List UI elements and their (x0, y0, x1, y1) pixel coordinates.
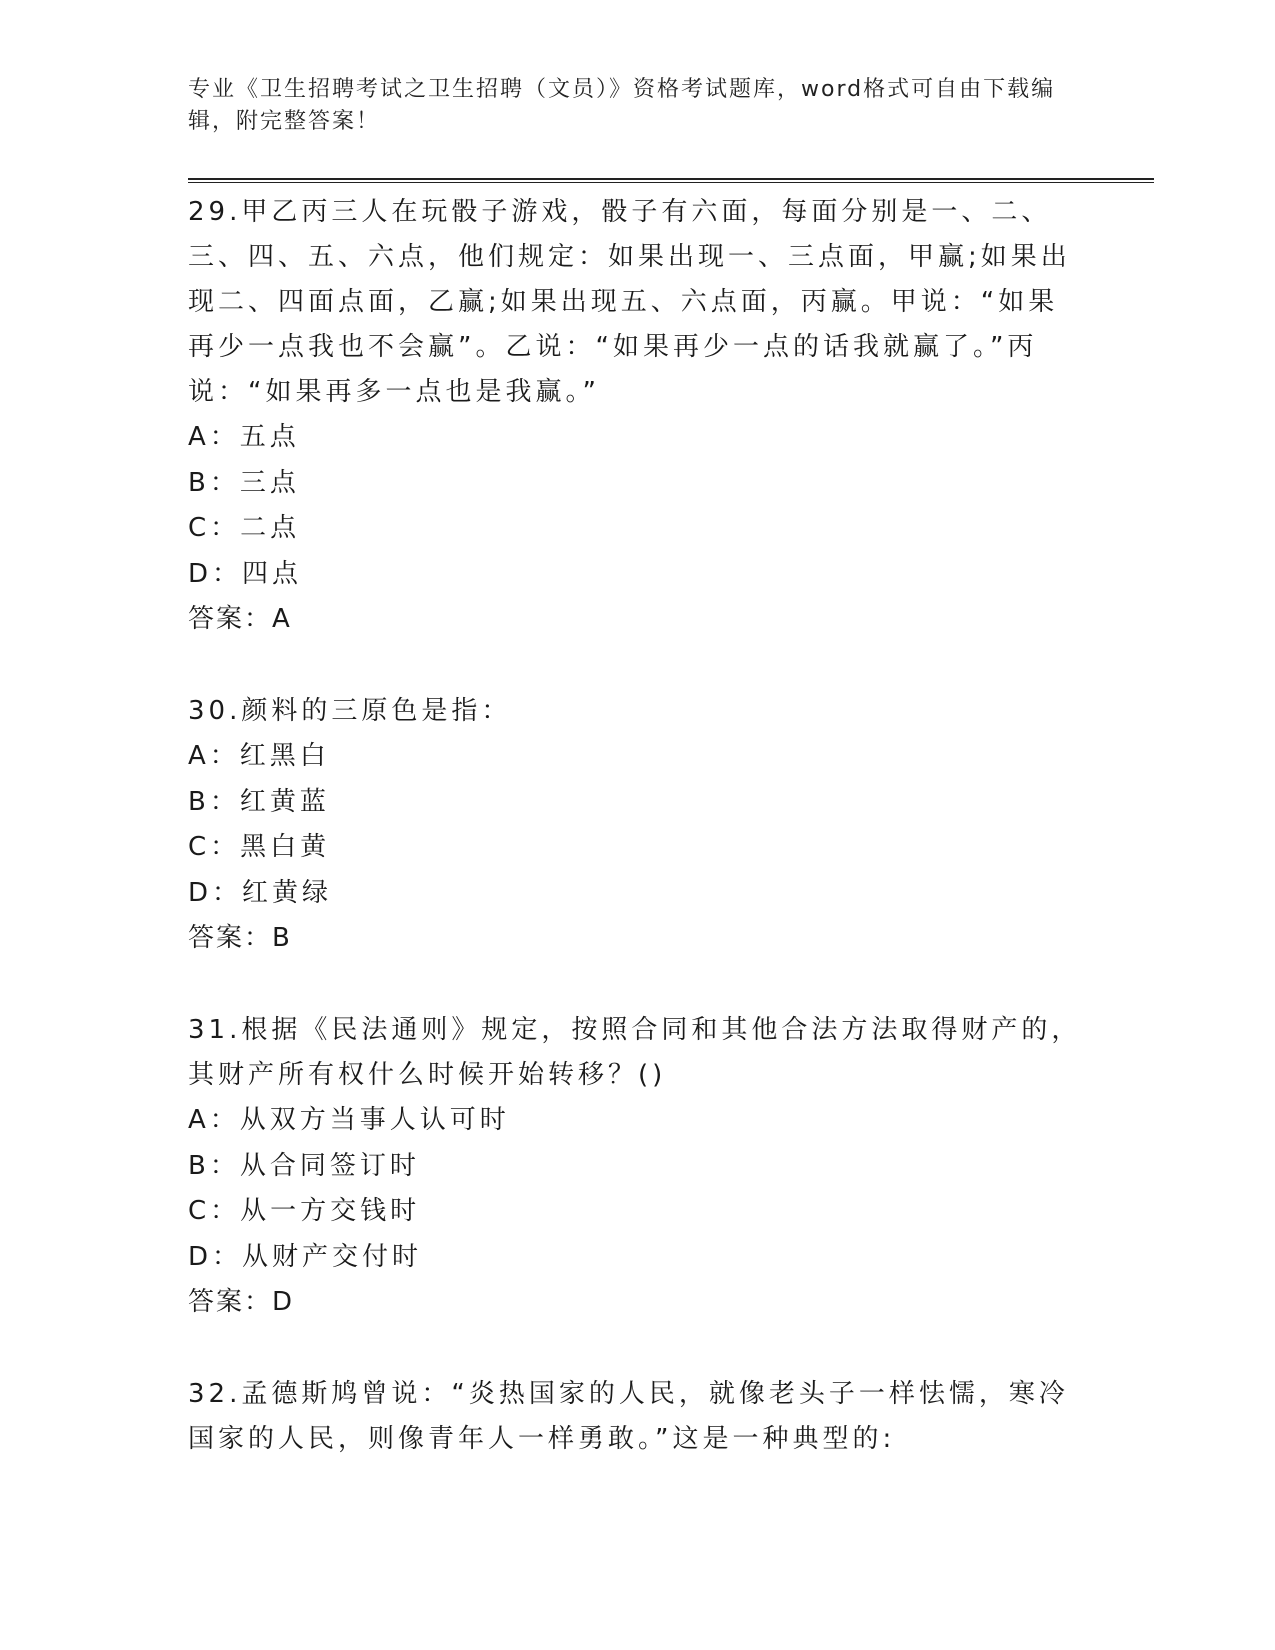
question-30 (188, 689, 1088, 961)
document-header: 专业《卫生招聘考试之卫生招聘（文员）》资格考试题库，word格式可自由下载编辑，附完整答案！ (188, 77, 1056, 134)
option-a: A：红黑白 (188, 741, 330, 771)
question-text: 31.根据《民法通则》规定，按照合同和其他合法方法取得财产的，其财产所有权什么时候开始转移？() (188, 1015, 1082, 1090)
option-c: C：从一方交钱时 (188, 1196, 421, 1226)
option-b: B：从合同签订时 (188, 1150, 420, 1181)
option-c: C：黑白黄 (188, 832, 331, 862)
header-divider (188, 178, 1154, 183)
option-d: D：四点 (188, 558, 303, 589)
answer: 答案：A (188, 604, 292, 634)
option-b: B：三点 (188, 467, 300, 498)
option-a: A：从双方当事人认可时 (188, 1105, 510, 1135)
question-31 (188, 1008, 1088, 1325)
answer: 答案：B (188, 923, 292, 953)
question-29 (188, 190, 1088, 642)
answer: 答案：D (188, 1287, 295, 1317)
option-d: D：从财产交付时 (188, 1241, 423, 1272)
question-32 (188, 1372, 1088, 1462)
option-d: D：红黄绿 (188, 877, 333, 908)
question-list (188, 190, 1088, 1509)
option-c: C：二点 (188, 513, 301, 543)
question-text: 32.孟德斯鸠曾说：“炎热国家的人民，就像老头子一样怯懦，寒冷国家的人民，则像青年人一样勇敢。”这是一种典型的: (188, 1379, 1069, 1454)
question-text: 29.甲乙丙三人在玩骰子游戏，骰子有六面，每面分别是一、二、三、四、五、六点，他们规定：如果出现一、三点面，甲赢;如果出现二、四面点面，乙赢;如果出现五、六点面，丙赢。甲说：“如果再少一点我也不会赢”。乙说：“如果再少一点的话我就赢了。”丙说：“如果再多一点也是我赢。” (188, 197, 1071, 407)
question-text: 30.颜料的三原色是指： (188, 696, 512, 726)
option-a: A：五点 (188, 422, 300, 452)
option-b: B：红黄蓝 (188, 786, 330, 817)
